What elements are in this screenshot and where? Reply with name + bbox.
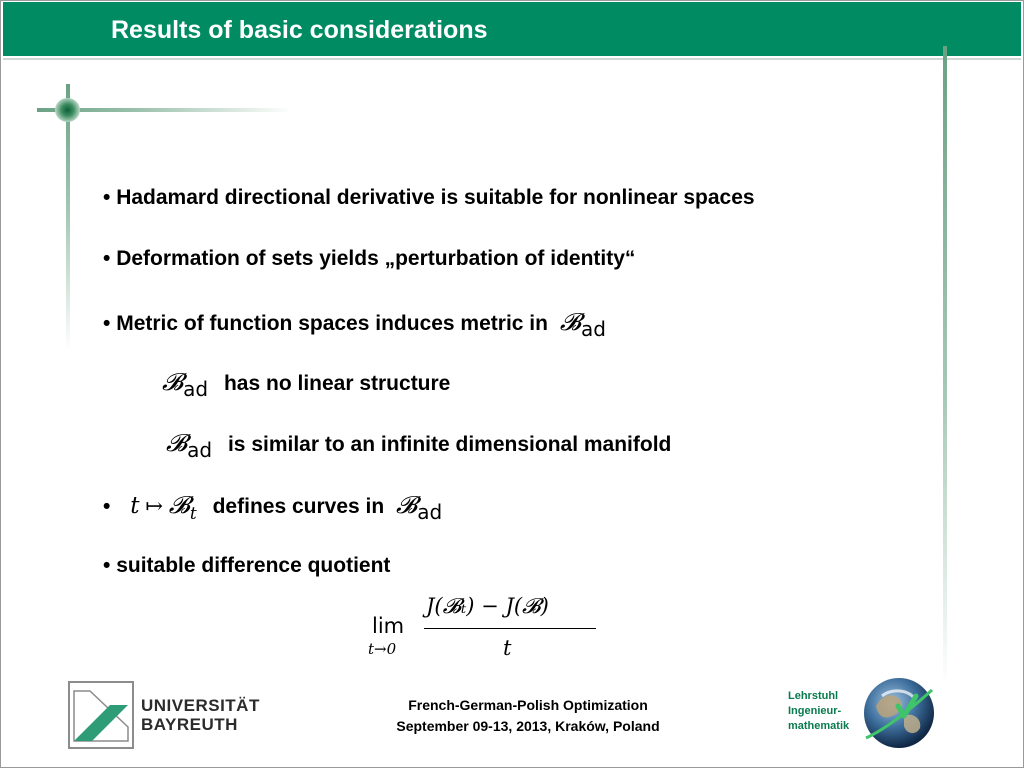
formula-fraction-bar: [424, 628, 596, 629]
math-subscript-ad: ad: [183, 377, 209, 401]
chair-line-1: Lehrstuhl: [788, 690, 839, 702]
slide-title: Results of basic considerations: [111, 16, 488, 44]
sub-item-text: has no linear structure: [223, 372, 451, 395]
university-name-line-1: UNIVERSITÄT: [141, 696, 260, 715]
bullet-marker: •: [103, 495, 111, 518]
university-name: [141, 696, 260, 734]
footer-conference: [350, 695, 706, 737]
bullet-marker: •: [103, 247, 111, 270]
formula-numerator: J(𝓑ₜ) − J(𝓑): [426, 594, 549, 618]
university-logo-icon: [70, 683, 132, 747]
chair-line-3: mathematik: [788, 720, 850, 732]
bullet-marker: •: [103, 554, 111, 577]
math-subscript-ad: ad: [580, 317, 606, 341]
bullet-item-hadamard: [103, 186, 755, 210]
footer-line-1: French-German-Polish Optimization: [408, 697, 648, 713]
difference-quotient-formula: [368, 592, 608, 664]
bullet-text: Hadamard directional derivative is suitable for nonlinear spaces: [116, 186, 755, 209]
bullet-text: Metric of function spaces induces metric in: [116, 312, 548, 335]
math-B: 𝓑: [396, 491, 418, 519]
bullet-text: suitable difference quotient: [116, 554, 391, 577]
bullet-item-curves: [103, 491, 443, 524]
university-name-line-2: BAYREUTH: [141, 715, 238, 734]
math-B: 𝓑: [168, 491, 190, 519]
bullet-item-metric: [103, 308, 606, 341]
bullet-text: Deformation of sets yields „perturbation of identity“: [116, 247, 636, 270]
decorative-right-line: [943, 46, 947, 686]
math-B: 𝓑: [166, 429, 188, 457]
math-B: 𝓑: [162, 368, 184, 396]
sub-item-manifold: [166, 429, 672, 462]
math-subscript-ad: ad: [187, 438, 213, 462]
bullet-item-quotient: [103, 554, 390, 578]
bullet-marker: •: [103, 312, 111, 335]
decorative-vertical-line: [66, 84, 70, 350]
math-B: 𝓑: [559, 308, 581, 336]
footer-line-2: September 09-13, 2013, Kraków, Poland: [396, 718, 660, 734]
bullet-text: defines curves in: [212, 495, 385, 518]
formula-lim-subscript: t→0: [368, 640, 397, 658]
decorative-dot: [55, 98, 80, 122]
sub-item-no-linear: [162, 368, 451, 401]
math-subscript-t: t: [189, 504, 197, 524]
globe-icon: [862, 676, 936, 750]
bullet-item-deformation: [103, 247, 635, 271]
formula-lim: lim: [372, 614, 405, 638]
globe-logo: [862, 676, 936, 750]
chair-line-2: Ingenieur-: [788, 705, 842, 717]
title-bar: [3, 2, 1021, 56]
sub-item-text: is similar to an infinite dimensional manifold: [227, 433, 672, 456]
formula-denominator: t: [503, 636, 512, 660]
math-t: t: [130, 493, 140, 519]
university-logo-mark: [68, 681, 134, 749]
title-underline: [3, 58, 1021, 60]
chair-logo-text: [788, 689, 849, 734]
math-mapsto: ↦: [145, 494, 163, 518]
bullet-marker: •: [103, 186, 111, 209]
math-subscript-ad: ad: [417, 500, 443, 524]
